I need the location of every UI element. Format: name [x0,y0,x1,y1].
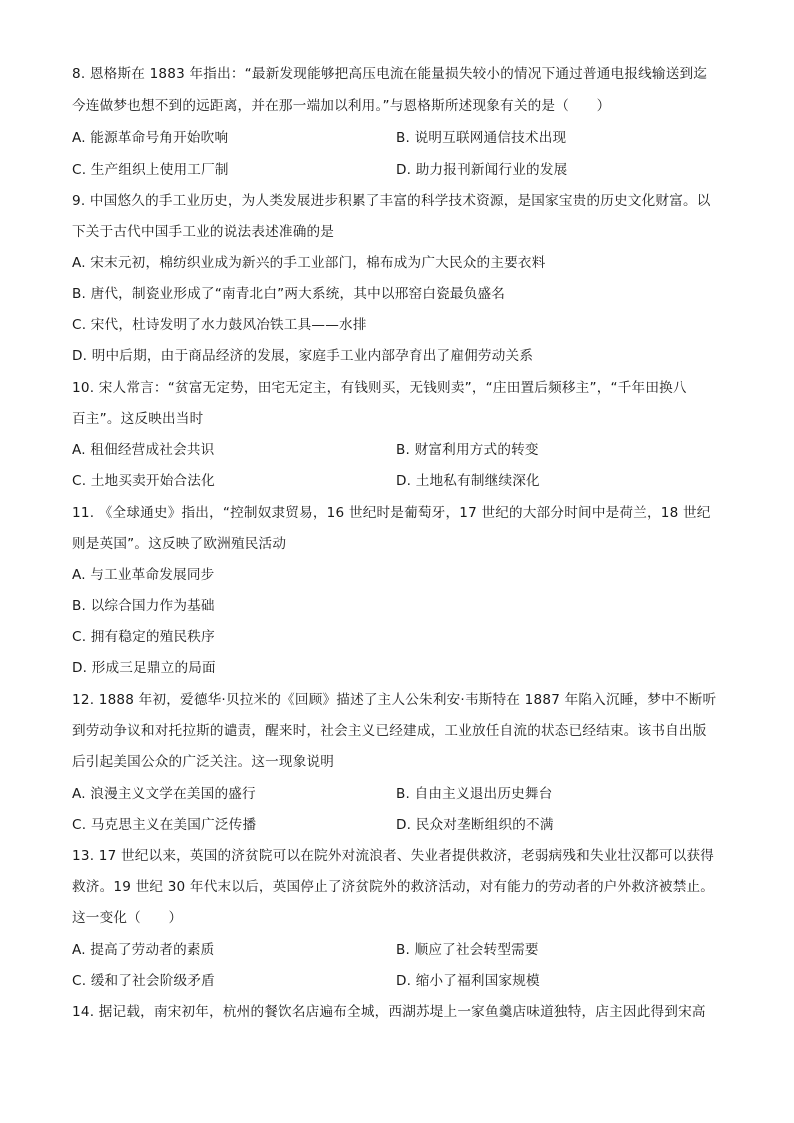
q10-option-a[interactable]: A. 租佃经营成社会共识 [72,442,215,458]
q12-option-c[interactable]: C. 马克思主义在美国广泛传播 [72,817,257,833]
q8-option-a[interactable]: A. 能源革命号角开始吹响 [72,130,229,146]
q13-stem-line-3: 这一变化（ ） [72,910,183,926]
q13-option-a[interactable]: A. 提高了劳动者的素质 [72,942,215,958]
q9-stem-line-2: 下关于古代中国手工业的说法表述准确的是 [72,224,335,240]
q12-option-d[interactable]: D. 民众对垄断组织的不满 [396,817,554,833]
q8-stem-line-2: 今连做梦也想不到的远距离，并在那一端加以利用。”与恩格斯所述现象有关的是（ ） [72,98,611,114]
q10-option-d[interactable]: D. 土地私有制继续深化 [396,473,540,489]
q9-stem-line-1: 9. 中国悠久的手工业历史，为人类发展进步积累了丰富的科学技术资源，是国家宝贵的历史文化财富。以 [72,193,711,209]
q12-stem-line-1: 12. 1888 年初，爱德华·贝拉米的《回顾》描述了主人公朱利安·韦斯特在 1887 年陷入沉睡，梦中不断听 [72,692,717,708]
q9-option-d[interactable]: D. 明中后期，由于商品经济的发展，家庭手工业内部孕育出了雇佣劳动关系 [72,348,534,364]
q13-option-d[interactable]: D. 缩小了福利国家规模 [396,973,540,989]
q9-option-b[interactable]: B. 唐代，制瓷业形成了“南青北白”两大系统，其中以邢窑白瓷最负盛名 [72,286,506,302]
q10-stem-line-2: 百主”。这反映出当时 [72,411,204,427]
q11-option-d[interactable]: D. 形成三足鼎立的局面 [72,660,216,676]
q8-option-c[interactable]: C. 生产组织上使用工厂制 [72,162,229,178]
q12-option-a[interactable]: A. 浪漫主义文学在美国的盛行 [72,786,256,802]
q8-option-d[interactable]: D. 助力报刊新闻行业的发展 [396,162,568,178]
q13-stem-line-2: 救济。19 世纪 30 年代末以后，英国停止了济贫院外的救济活动，对有能力的劳动者的户外救济被禁止。 [72,879,715,895]
q11-option-c[interactable]: C. 拥有稳定的殖民秩序 [72,629,215,645]
q11-option-a[interactable]: A. 与工业革命发展同步 [72,567,215,583]
q8-option-b[interactable]: B. 说明互联网通信技术出现 [396,130,567,146]
q12-stem-line-3: 后引起美国公众的广泛关注。这一现象说明 [72,754,335,770]
q13-option-c[interactable]: C. 缓和了社会阶级矛盾 [72,973,215,989]
q10-option-b[interactable]: B. 财富利用方式的转变 [396,442,539,458]
q14-stem-line-1: 14. 据记载，南宋初年，杭州的餐饮名店遍布全城，西湖苏堤上一家鱼羹店味道独特，店主因此得到宋高 [72,1004,706,1020]
q9-option-c[interactable]: C. 宋代，杜诗发明了水力鼓风冶铁工具——水排 [72,317,367,333]
q8-stem-line-1: 8. 恩格斯在 1883 年指出：“最新发现能够把高压电流在能量损失较小的情况下通过普通电报线输送到迄 [72,66,708,82]
q10-option-c[interactable]: C. 土地买卖开始合法化 [72,473,215,489]
q12-option-b[interactable]: B. 自由主义退出历史舞台 [396,786,553,802]
q11-stem-line-2: 则是英国”。这反映了欧洲殖民活动 [72,536,287,552]
q11-option-b[interactable]: B. 以综合国力作为基础 [72,598,215,614]
q13-stem-line-1: 13. 17 世纪以来，英国的济贫院可以在院外对流浪者、失业者提供救济，老弱病残和失业壮汉都可以获得 [72,848,715,864]
q11-stem-line-1: 11. 《全球通史》指出，“控制奴隶贸易，16 世纪时是葡萄牙，17 世纪的大部分时间中是荷兰，18 世纪 [72,505,711,521]
q12-stem-line-2: 到劳动争议和对托拉斯的谴责，醒来时，社会主义已经建成，工业放任自流的状态已经结束。该书自出版 [72,723,707,739]
q13-option-b[interactable]: B. 顺应了社会转型需要 [396,942,539,958]
q10-stem-line-1: 10. 宋人常言：“贫富无定势，田宅无定主，有钱则买，无钱则卖”，“庄田置后频移主”，“千年田换八 [72,380,687,396]
q9-option-a[interactable]: A. 宋末元初，棉纺织业成为新兴的手工业部门，棉布成为广大民众的主要衣料 [72,255,546,271]
